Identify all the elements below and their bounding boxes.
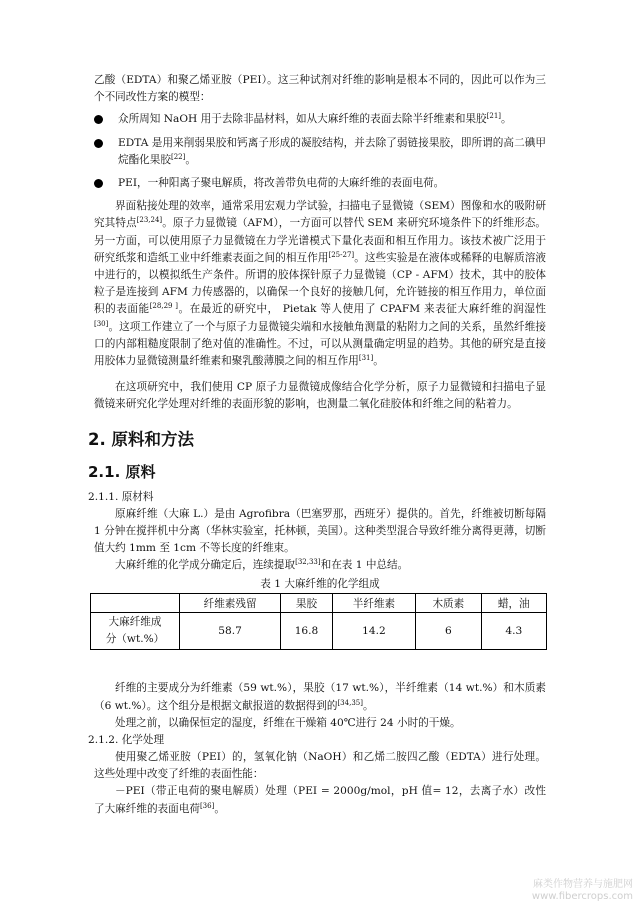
table-header-cell: 蜡，油 <box>481 594 546 613</box>
table-header-cell: 纤维素残留 <box>180 594 281 613</box>
table-cell: 4.3 <box>481 613 546 650</box>
afm-paragraph: 界面粘接处理的效率，通常采用宏观力学试验，扫描电子显微镜（SEM）图像和水的吸附研究其特点[23,24]。原子力显微镜（AFM），一方面可以替代 SEM 来研究环境条件下的纤维形态。另一方面，可以使用原子力显微镜在力学光谱模式下量化表面和相互作用力。该技术被广泛用于研究纸浆和造纸工业中纤维素表面之间的相互作用[25-27]。这些实验是在液体或稀释的电解质溶液中进行的，以模拟纸生产条件。所谓的胶体探针原子力显微镜（CP - AFM）技术，其中的胶体粒子是连接到 AFM 力传感器的，以确保一个良好的接触几何，允许链接的相互作用力，单位面积的表面能[28,29 ]。在最近的研究中， Pietak 等人使用了 CPAFM 来表征大麻纤维的润湿性[30]。这项工作建立了一个与原子力显微镜尖端和水接触角测量的粘附力之间的关系，虽然纤维接口的内部粗糙度限制了绝对值的准确性。不过，可以从测量确定明显的趋势。其他的研究是直接用胶体力显微镜测量纤维素和聚乳酸薄膜之间的相互作用[31]。 <box>94 200 547 368</box>
citation: [31] <box>358 354 374 363</box>
bullet-edta: EDTA 是用来削弱果胶和钙离子形成的凝胶结构，并去除了弱链接果胶，即所谓的高二碘甲烷酯化果胶[22]。 <box>94 135 546 169</box>
table-cell: 58.7 <box>180 613 281 650</box>
bullet-text: 众所周知 NaOH 用于去除非晶材料，如从大麻纤维的表面去除半纤维素和果胶 <box>118 113 487 126</box>
citation: [25-27] <box>328 250 355 259</box>
table-row <box>91 613 547 650</box>
citation: [21] <box>486 112 502 121</box>
drying-paragraph: 处理之前，以确保恒定的湿度，纤维在干燥箱 40℃进行 24 小时的干燥。 <box>115 716 461 729</box>
citation: [30] <box>94 319 109 328</box>
pei-treatment-paragraph: －PEI（带正电荷的聚电解质）处理（PEI = 2000g/mol，pH 值= 12，去离子水）改性了大麻纤维的表面电荷[36]。 <box>94 785 546 815</box>
composition-intro: 大麻纤维的化学成分确定后，连续提取[32,33]和在表 1 中总结。 <box>115 558 409 572</box>
citation: [36] <box>199 801 215 810</box>
citation: [28,29 ] <box>149 302 178 311</box>
watermark: 麻类作物营养与施肥网 www.fibercrops.com <box>531 879 633 902</box>
raw-material-paragraph: 原麻纤维（大麻 L.）是由 Agrofibra（巴塞罗那，西班牙）提供的。首先，纤维被切断每隔 1 分钟在搅拌机中分离（华林实验室，托林顿，美国）。这种类型混合导致纤维分离得更薄，切断值大约 1mm 至 1cm 不等长度的纤维束。 <box>94 507 546 555</box>
intro-paragraph: 乙酸（EDTA）和聚乙烯亚胺（PEI）。这三种试剂对纤维的影响是根本不同的，因此可以作为三个不同改性方案的模型： <box>94 74 546 104</box>
table-header-cell: 半纤维素 <box>332 594 415 613</box>
bullet-dot-icon <box>94 115 103 124</box>
subsection-title: 2.1. 原料 <box>88 462 156 481</box>
table-row-label: 大麻纤维成 分（wt.%） <box>91 613 180 650</box>
treatment-paragraph: 使用聚乙烯亚胺（PEI）的，氢氧化钠（NaOH）和乙烯二胺四乙酸（EDTA）进行处理。这些处理中改变了纤维的表面性能： <box>94 751 546 781</box>
citation: [22] <box>170 152 186 161</box>
table-header-row <box>91 594 547 613</box>
subsubsection-title: 2.1.1. 原材料 <box>88 490 154 503</box>
subsubsection-title: 2.1.2. 化学处理 <box>88 734 165 747</box>
citation: [34,35] <box>337 698 363 707</box>
table-caption: 表 1 大麻纤维的化学组成 <box>260 578 380 591</box>
table-cell: 6 <box>416 613 481 650</box>
citation: [32,33] <box>295 558 321 567</box>
citation: [23,24] <box>136 216 163 225</box>
bullet-naoh: 众所周知 NaOH 用于去除非晶材料，如从大麻纤维的表面去除半纤维素和果胶[21]。 <box>94 111 546 128</box>
table-header-cell <box>91 594 180 613</box>
table-cell: 16.8 <box>281 613 333 650</box>
document-page <box>88 72 547 818</box>
bullet-text: PEI，一种阳离子聚电解质，将改善带负电荷的大麻纤维的表面电荷。 <box>118 177 445 190</box>
table-cell: 14.2 <box>332 613 415 650</box>
bullet-pei <box>94 175 546 192</box>
bullet-dot-icon <box>94 179 103 188</box>
bullet-dot-icon <box>94 139 103 148</box>
section-title: 2. 原料和方法 <box>88 429 194 449</box>
study-paragraph: 在这项研究中，我们使用 CP 原子力显微镜成像结合化学分析，原子力显微镜和扫描电子显微镜来研究化学处理对纤维的表面形貌的影响，也测量二氧化硅胶体和纤维之间的粘着力。 <box>94 381 546 411</box>
bullet-text: EDTA 是用来削弱果胶和钙离子形成的凝胶结构，并去除了弱链接果胶，即所谓的高二碘甲烷酯化果胶 <box>118 136 546 166</box>
composition-table <box>90 593 547 650</box>
composition-paragraph: 纤维的主要成分为纤维素（59 wt.%），果胶（17 wt.%），半纤维素（14 wt.%）和木质素（6 wt.%）。这个组分是根据文献报道的数据得到的[34,35]。 <box>94 682 546 712</box>
table-header-cell: 果胶 <box>281 594 333 613</box>
table-header-cell: 木质素 <box>416 594 481 613</box>
